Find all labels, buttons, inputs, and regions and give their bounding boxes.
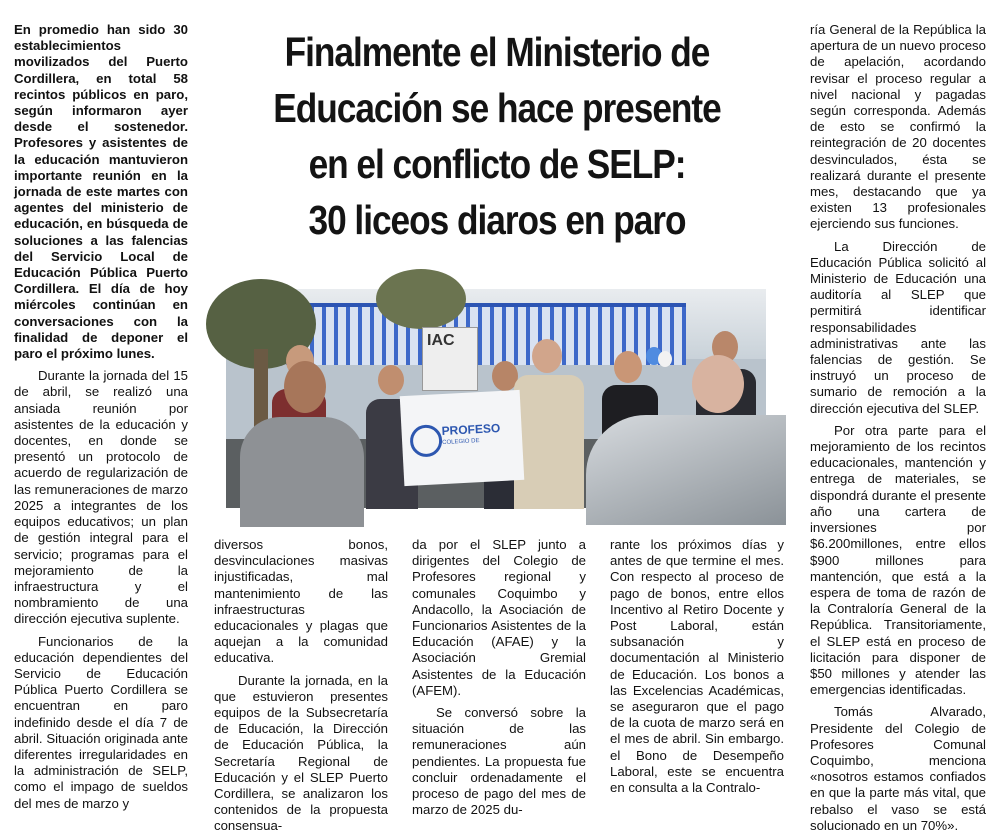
headline-line: Finalmente el Ministerio de bbox=[284, 29, 710, 75]
banner-small-text: COLEGIO DE bbox=[442, 438, 480, 447]
photo-protest-sign bbox=[422, 327, 478, 391]
article-column-5 bbox=[810, 22, 986, 833]
body-paragraph: Por otra parte para el mejoramiento de los recintos educacionales, mantención y entrega de materiales, se dispondrá durante el presente año una cartera de inversiones por $6.200millones, entre ellos $900 millones para mantención, que está a la espera de toma de razón de la Contraloría General de la República. Transitoriamente, el SLEP está en proceso de licitación para disponer de $50 millones y atender las emergencias identificadas. bbox=[810, 422, 986, 698]
protest-photo bbox=[226, 289, 766, 508]
article-column-2 bbox=[214, 537, 388, 834]
article-headline bbox=[252, 24, 742, 284]
body-paragraph: ría General de la República la apertura de un nuevo proceso de apelación, acordando revisar el proceso regular a nivel nacional y pagadas según corresponda. Además de esto se confirmó la reintegración de 20 docentes desvinculados, ésta se realizará durante el presente mes, destacando que ya existen 13 profesionales ejerciendo sus funciones. bbox=[810, 22, 986, 232]
body-paragraph: Durante la jornada del 15 de abril, se realizó una ansiada reunión por asistentes de la educación y docentes, en donde se presentó un protocolo de acuerdo de regularización de las remuneraciones de marzo 2025 a integrantes de los equipos educativos; un plan de gestión integral para el servicio; programas para el mejoramiento de la infraestructura y el nombramiento de una dirección ejecutiva suplente. bbox=[14, 368, 188, 627]
banner-text: PROFESO bbox=[441, 420, 501, 439]
body-paragraph: Se conversó sobre la situación de las remuneraciones aún pendientes. La propuesta fue concluir ordenadamente el proceso de pago del mes de marzo de 2025 du- bbox=[412, 705, 586, 818]
body-paragraph: da por el SLEP junto a dirigentes del Colegio de Profesores regional y comunales Coquimbo y Andacollo, la Asociación de Funcionarios Asistentes de la Educación (AFAE) y la Asociación Gremial Asistentes de la Educación (AFEM). bbox=[412, 537, 586, 698]
body-paragraph: La Dirección de Educación Pública solicitó al Ministerio de Educación una auditoría al SLEP que permitirá identificar responsabilidades administrativas ante las falencias de gestión. Se instruyó un proceso de sumario de remoción a la dirección ejecutiva del SLEP. bbox=[810, 238, 986, 416]
article-column-1 bbox=[14, 22, 188, 811]
headline-line: Educación se hace presente bbox=[273, 85, 721, 131]
body-paragraph: diversos bonos, desvinculaciones masivas injustificadas, mal mantenimiento de las infraestructuras educacionales y plagas que aquejan a la comunidad educativa. bbox=[214, 537, 388, 666]
headline-line: 30 liceos diaros en paro bbox=[308, 197, 686, 243]
photo-sign-text: IAC bbox=[427, 332, 455, 349]
article-column-3 bbox=[412, 537, 586, 818]
body-paragraph: Funcionarios de la educación dependientes del Servicio de Educación Pública Puerto Cordillera se encuentran en paro indefinido desde el día 7 de abril. Situación originada ante diferentes irregularidades en la administración de SELP, como el impago de sueldos del mes de marzo y bbox=[14, 633, 188, 811]
body-paragraph: Tomás Alvarado, Presidente del Colegio de Profesores Comunal Coquimbo, menciona «nosotros estamos confiados en que la parte más vital, que rebalso el vaso se está solucionado en un 70%». bbox=[810, 704, 986, 833]
banner-logo-icon bbox=[409, 424, 443, 458]
body-paragraph: rante los próximos días y antes de que termine el mes. Con respecto al proceso de pago de bonos, entre ellos Incentivo al Retiro Docente y Post Laboral, están subsanación y documentación al Ministerio de Educación. Los bonos a las Excelencias Académicas, se aseguraron que el pago de la cuota de marzo será en el mes de abril. Sin embargo. el Bono de Desempeño Laboral, este se encuentra en consulta a la Contralo- bbox=[610, 537, 784, 796]
lead-paragraph: En promedio han sido 30 establecimientos movilizados del Puerto Cordillera, en total 58 recintos públicos en paro, según informaron ayer desde el sostenedor. Profesores y asistentes de la educación mantuvieron importante reunión en la jornada de este martes con agentes del ministerio de educación, en búsqueda de soluciones a las falencias del Servicio Local de Educación Pública Puerto Cordillera. El día de hoy miércoles continúan en conversaciones con la finalidad de deponer el paro el próximo lunes. bbox=[14, 22, 188, 362]
headline-line: en el conflicto de SELP: bbox=[308, 141, 686, 187]
article-column-4 bbox=[610, 537, 784, 796]
photo-balloon bbox=[658, 351, 672, 367]
photo-banner bbox=[400, 390, 525, 486]
body-paragraph: Durante la jornada, en la que estuvieron presentes equipos de la Subsecretaría de Educación, la Dirección de Educación Pública, la Secretaría Regional de Educación y el SLEP Puerto Cordillera, se analizaron los contenidos de la propuesta consensua- bbox=[214, 672, 388, 834]
photo-car bbox=[586, 415, 786, 525]
photo-tree bbox=[376, 269, 466, 329]
